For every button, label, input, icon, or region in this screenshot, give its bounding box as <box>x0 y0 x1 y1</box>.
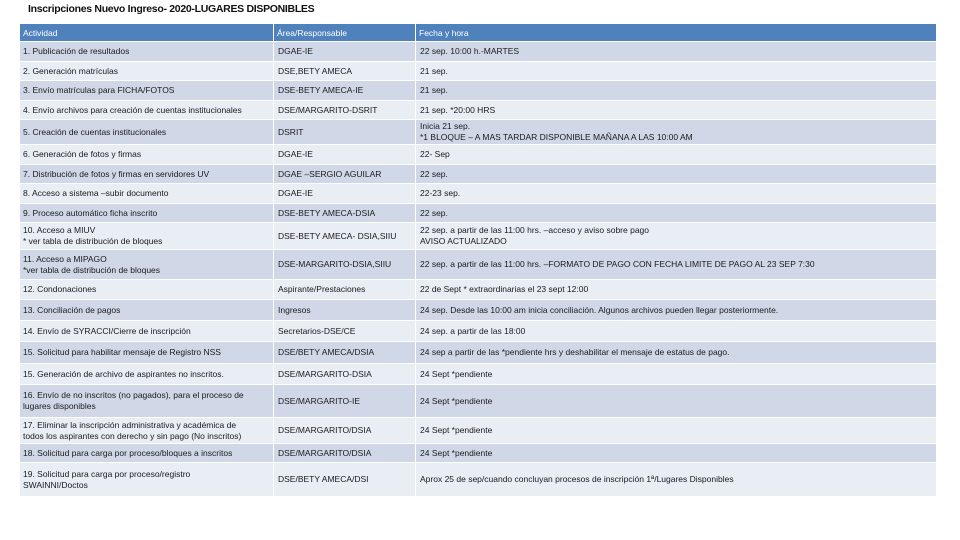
table-row <box>20 384 937 417</box>
cell-activity <box>20 341 274 363</box>
cell-line: DSE-MARGARITO-DSIA,SIIU <box>278 259 392 269</box>
cell-date <box>416 279 937 299</box>
cell-line: lugares disponibles <box>23 401 96 411</box>
cell-line: DGAE-IE <box>278 149 313 159</box>
cell-date <box>416 183 937 203</box>
cell-responsible <box>274 164 416 183</box>
cell-line: Aspirante/Prestaciones <box>278 284 366 294</box>
cell-activity <box>20 183 274 203</box>
cell-activity <box>20 249 274 279</box>
cell-responsible <box>274 119 416 144</box>
column-header-activity: Actividad <box>20 24 274 41</box>
cell-line: 24 Sept *pendiente <box>420 395 493 406</box>
table-row <box>20 41 937 61</box>
table-row <box>20 222 937 249</box>
cell-line: DSE-BETY AMECA-IE <box>278 85 364 95</box>
cell-responsible <box>274 80 416 100</box>
cell-line: 22 sep. <box>420 168 448 179</box>
cell-line: 22 sep. a partir de las 11:00 hrs. –FORMATO DE PAGO CON FECHA LIMITE DE PAGO AL 23 SEP 7:30 <box>420 259 815 269</box>
table-row <box>20 119 937 144</box>
table-row <box>20 61 937 80</box>
cell-line: DSE/MARGARITO/DSIA <box>278 447 372 458</box>
cell-activity <box>20 320 274 341</box>
table-row <box>20 299 937 320</box>
cell-date <box>416 41 937 61</box>
cell-line: SWAINNI/Doctos <box>23 479 88 490</box>
cell-line: 5. Creación de cuentas institucionales <box>23 126 167 137</box>
cell-responsible <box>274 443 416 462</box>
cell-line: 6. Generación de fotos y firmas <box>23 149 142 159</box>
cell-activity <box>20 61 274 80</box>
cell-date <box>416 119 937 144</box>
cell-date <box>416 384 937 417</box>
cell-line: DGAE-IE <box>278 46 313 56</box>
table-row <box>20 80 937 100</box>
cell-activity <box>20 100 274 119</box>
cell-line: 2. Generación matrículas <box>23 65 118 76</box>
cell-responsible <box>274 417 416 443</box>
page-title: Inscripciones Nuevo Ingreso- 2020-LUGARES DISPONIBLES <box>28 3 315 15</box>
cell-line: 15. Solicitud para habilitar mensaje de Registro NSS <box>23 347 221 357</box>
cell-line: 24 sep. a partir de las 18:00 <box>420 325 526 336</box>
cell-line: 19. Solicitud para carga por proceso/registro <box>23 468 191 479</box>
cell-date <box>416 249 937 279</box>
cell-date <box>416 222 937 249</box>
cell-line: Inicia 21 sep. <box>420 121 471 131</box>
cell-line: *ver tabla de distribución de bloques <box>23 264 161 275</box>
table-row <box>20 341 937 363</box>
cell-line: 1. Publicación de resultados <box>23 46 130 56</box>
cell-line: 9. Proceso automático ficha inscrito <box>23 207 158 218</box>
cell-activity <box>20 299 274 320</box>
cell-line: 24 sep. Desde las 10:00 am inicia conciliación. Algunos archivos pueden llegar posteriormente. <box>420 304 779 315</box>
cell-responsible <box>274 41 416 61</box>
column-header-responsible: Área/Responsable <box>274 24 416 41</box>
cell-responsible <box>274 384 416 417</box>
cell-responsible <box>274 144 416 164</box>
cell-responsible <box>274 100 416 119</box>
schedule-table <box>20 24 937 496</box>
cell-date <box>416 417 937 443</box>
cell-line: 16. Envío de no inscritos (no pagados), para el proceso de <box>23 390 244 400</box>
table-header-row <box>20 24 937 41</box>
cell-line: 13. Conciliación de pagos <box>23 304 121 315</box>
cell-line: DSE/BETY AMECA/DSI <box>278 474 369 484</box>
cell-line: 4. Envío archivos para creación de cuentas institucionales <box>23 104 242 115</box>
cell-responsible <box>274 183 416 203</box>
cell-line: Ingresos <box>278 304 311 315</box>
cell-line: todos los aspirantes con derecho y sin pago (No inscritos) <box>23 430 242 441</box>
cell-date <box>416 462 937 496</box>
table-row <box>20 363 937 384</box>
table-row <box>20 417 937 443</box>
table-row <box>20 144 937 164</box>
cell-activity <box>20 164 274 183</box>
cell-line: 22 sep. a partir de las 11:00 hrs. –acceso y aviso sobre pago <box>420 225 650 235</box>
cell-activity <box>20 144 274 164</box>
cell-line: 22 sep. <box>420 207 448 218</box>
cell-line: 21 sep. <box>420 85 448 95</box>
cell-activity <box>20 222 274 249</box>
cell-line: * ver tabla de distribución de bloques <box>23 236 163 246</box>
cell-line: DSE-BETY AMECA- DSIA,SIIU <box>278 230 397 241</box>
cell-date <box>416 341 937 363</box>
cell-line: DSE/MARGARITO-IE <box>278 395 361 406</box>
cell-activity <box>20 417 274 443</box>
cell-activity <box>20 203 274 222</box>
table-row <box>20 183 937 203</box>
cell-responsible <box>274 363 416 384</box>
cell-responsible <box>274 222 416 249</box>
cell-date <box>416 164 937 183</box>
cell-responsible <box>274 61 416 80</box>
table-row <box>20 462 937 496</box>
cell-line: Aprox 25 de sep/cuando concluyan procesos de inscripción 1ª/Lugares Disponibles <box>420 474 734 484</box>
cell-line: 22- Sep <box>420 149 450 159</box>
cell-activity <box>20 80 274 100</box>
cell-line: 22 sep. 10:00 h.-MARTES <box>420 46 520 56</box>
cell-responsible <box>274 341 416 363</box>
cell-line: 8. Acceso a sistema –subir documento <box>23 188 169 198</box>
cell-line: 12. Condonaciones <box>23 284 97 294</box>
cell-line: Secretarios-DSE/CE <box>278 325 356 336</box>
cell-activity <box>20 384 274 417</box>
cell-line: DSE,BETY AMECA <box>278 65 353 76</box>
cell-line: 3. Envío matrículas para FICHA/FOTOS <box>23 85 175 95</box>
cell-line: 22 de Sept * extraordinarias el 23 sept 12:00 <box>420 284 589 294</box>
cell-date <box>416 203 937 222</box>
cell-date <box>416 363 937 384</box>
column-header-date: Fecha y hora <box>416 24 937 41</box>
cell-date <box>416 443 937 462</box>
cell-line: 10. Acceso a MIUV <box>23 225 96 235</box>
cell-line: 24 sep a partir de las *pendiente hrs y deshabilitar el mensaje de estatus de pago. <box>420 347 730 357</box>
cell-line: AVISO ACTUALIZADO <box>420 236 507 246</box>
table-row <box>20 443 937 462</box>
cell-date <box>416 61 937 80</box>
cell-line: 7. Distribución de fotos y firmas en servidores UV <box>23 168 210 179</box>
table-row <box>20 320 937 341</box>
cell-date <box>416 144 937 164</box>
cell-line: DSE/BETY AMECA/DSIA <box>278 347 375 357</box>
cell-line: 22-23 sep. <box>420 188 461 198</box>
cell-date <box>416 299 937 320</box>
table-row <box>20 164 937 183</box>
cell-line: 14. Envío de SYRACCI/Cierre de inscripción <box>23 325 191 336</box>
cell-date <box>416 320 937 341</box>
cell-line: 24 Sept *pendiente <box>420 425 493 435</box>
cell-line: 17. Eliminar la inscripción administrativa y académica de <box>23 419 237 430</box>
cell-line: DGAE –SERGIO AGUILAR <box>278 168 382 179</box>
table-row <box>20 203 937 222</box>
cell-line: DSRIT <box>278 126 304 137</box>
cell-activity <box>20 119 274 144</box>
cell-responsible <box>274 462 416 496</box>
cell-responsible <box>274 203 416 222</box>
cell-line: DSE-BETY AMECA-DSIA <box>278 207 376 218</box>
cell-activity <box>20 363 274 384</box>
cell-activity <box>20 462 274 496</box>
table-row <box>20 100 937 119</box>
cell-date <box>416 80 937 100</box>
cell-activity <box>20 279 274 299</box>
cell-responsible <box>274 320 416 341</box>
cell-line: DGAE-IE <box>278 188 313 198</box>
cell-line: 15. Generación de archivo de aspirantes no inscritos. <box>23 368 224 379</box>
cell-line: DSE/MARGARITO-DSIA <box>278 368 372 379</box>
cell-date <box>416 100 937 119</box>
cell-line: 21 sep. *20:00 HRS <box>420 104 496 115</box>
cell-responsible <box>274 249 416 279</box>
table-row <box>20 279 937 299</box>
cell-line: DSE/MARGARITO/DSIA <box>278 425 372 435</box>
cell-line: 11. Acceso a MIPAGO <box>23 253 107 264</box>
cell-line: 18. Solicitud para carga por proceso/bloques a inscritos <box>23 447 233 458</box>
cell-line: 21 sep. <box>420 65 448 76</box>
table-row <box>20 249 937 279</box>
cell-line: DSE/MARGARITO-DSRIT <box>278 104 378 115</box>
cell-line: *1 BLOQUE – A MAS TARDAR DISPONIBLE MAÑANA A LAS 10:00 AM <box>420 132 693 142</box>
cell-responsible <box>274 299 416 320</box>
cell-responsible <box>274 279 416 299</box>
cell-line: 24 Sept *pendiente <box>420 368 493 379</box>
cell-activity <box>20 41 274 61</box>
cell-line: 24 Sept *pendiente <box>420 447 493 458</box>
cell-activity <box>20 443 274 462</box>
